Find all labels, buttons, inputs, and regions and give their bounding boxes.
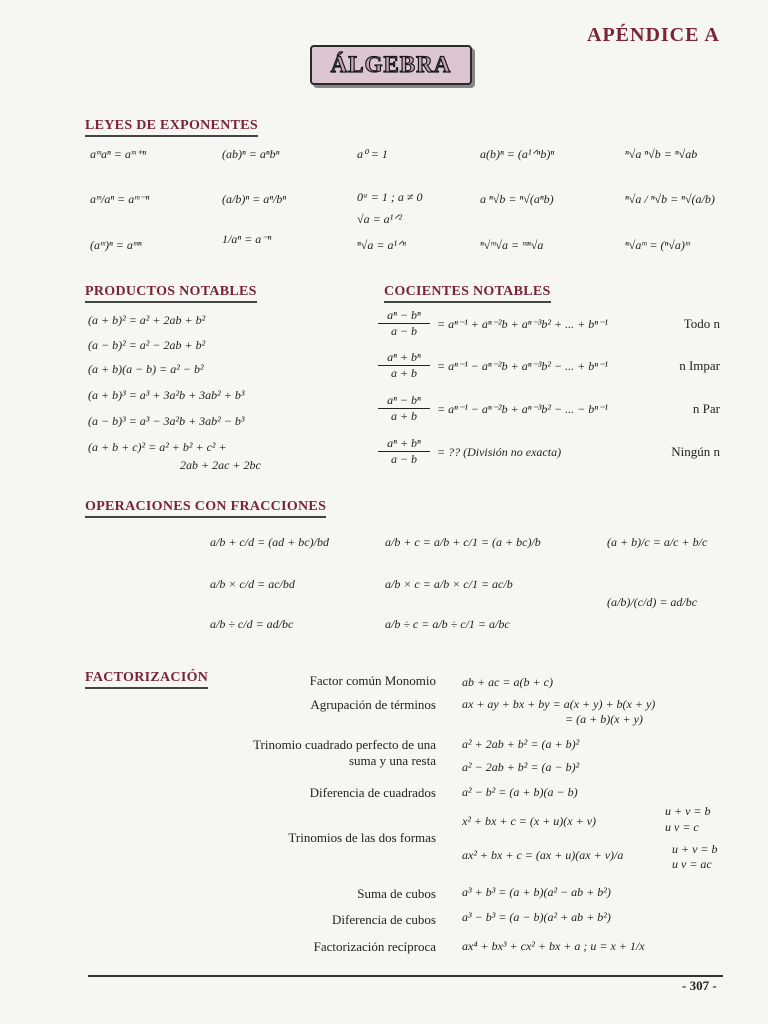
formula: (a − b)² = a² − 2ab + b²	[88, 338, 206, 352]
formula: ax² + bx + c = (ax + u)(ax + v)/a	[462, 848, 624, 862]
formula: (a/b)ⁿ = aⁿ/bⁿ	[222, 192, 287, 206]
formula: aᵐaⁿ = aᵐ⁺ⁿ	[90, 147, 146, 161]
footer-rule	[88, 975, 723, 977]
formula: ⁿ√a / ⁿ√b = ⁿ√(a/b)	[625, 192, 715, 206]
cociente-rhs: = aⁿ⁻¹ − aⁿ⁻²b + aⁿ⁻³b² − ... − bⁿ⁻¹	[437, 402, 608, 416]
formula: 0ᵃ = 1 ; a ≠ 0	[357, 190, 423, 204]
formula: (a + b)² = a² + 2ab + b²	[88, 313, 206, 327]
section-factorizacion: FACTORIZACIÓN	[85, 670, 208, 689]
formula: = (a + b)(x + y)	[565, 712, 643, 726]
formula: 1/aⁿ = a⁻ⁿ	[222, 232, 272, 246]
formula: (a + b)(a − b) = a² − b²	[88, 362, 204, 376]
formula: u v = ac	[672, 857, 712, 871]
cociente-numerator: aⁿ − bⁿ	[378, 393, 430, 409]
formula: u v = c	[665, 820, 699, 834]
formula: 2ab + 2ac + 2bc	[180, 458, 261, 472]
formula: u + v = b	[665, 804, 711, 818]
cociente-numerator: aⁿ − bⁿ	[378, 308, 430, 324]
section-leyes: LEYES DE EXPONENTES	[85, 118, 258, 137]
cociente-denominator: a + b	[390, 409, 418, 423]
formula: a(b)ⁿ = (a¹ᐟⁿb)ⁿ	[480, 147, 555, 161]
label: Diferencia de cubos	[332, 912, 436, 927]
label: Diferencia de cuadrados	[309, 785, 436, 800]
formula: (a + b + c)² = a² + b² + c² +	[88, 440, 227, 454]
page-title: ÁLGEBRA	[330, 52, 452, 77]
formula: ⁿ√aᵐ = (ⁿ√a)ᵐ	[625, 238, 690, 252]
label: Trinomios de las dos formas	[288, 830, 436, 845]
cociente-rhs: = aⁿ⁻¹ − aⁿ⁻²b + aⁿ⁻³b² − ... + bⁿ⁻¹	[437, 359, 608, 373]
label: suma y una resta	[348, 753, 436, 768]
label: Suma de cubos	[357, 886, 436, 901]
formula: x² + bx + c = (x + u)(x + v)	[462, 814, 597, 828]
cociente-fraction	[378, 436, 430, 467]
formula: (ab)ⁿ = aⁿbⁿ	[222, 147, 280, 161]
cociente-condition: n Par	[692, 401, 720, 416]
cociente-denominator: a + b	[390, 366, 418, 380]
formula: a/b ÷ c = a/b ÷ c/1 = a/bc	[385, 617, 510, 631]
formula: a⁰ = 1	[357, 147, 388, 161]
formula: (a + b)/c = a/c + b/c	[607, 535, 708, 549]
cociente-fraction	[378, 393, 430, 424]
formula: (aᵐ)ⁿ = aᵐⁿ	[90, 238, 142, 252]
formula: a/b + c/d = (ad + bc)/bd	[210, 535, 329, 549]
cociente-condition: Todo n	[683, 316, 720, 331]
cociente-rhs: = aⁿ⁻¹ + aⁿ⁻²b + aⁿ⁻³b² + ... + bⁿ⁻¹	[437, 317, 608, 331]
cociente-condition: Ningún n	[671, 444, 720, 459]
label: Agrupación de términos	[310, 697, 436, 712]
formula: (a − b)³ = a³ − 3a²b + 3ab² − b³	[88, 414, 245, 428]
formula: aᵐ/aⁿ = aᵐ⁻ⁿ	[90, 192, 150, 206]
formula: ax + ay + bx + by = a(x + y) + b(x + y)	[462, 697, 656, 711]
formula: u + v = b	[672, 842, 718, 856]
cociente-condition: n Impar	[679, 358, 720, 373]
formula: (a/b)/(c/d) = ad/bc	[607, 595, 698, 609]
section-productos: PRODUCTOS NOTABLES	[85, 284, 257, 303]
formula: a/b × c = a/b × c/1 = ac/b	[385, 577, 513, 591]
formula: (a + b)³ = a³ + 3a²b + 3ab² + b³	[88, 388, 245, 402]
formula: a² − b² = (a + b)(a − b)	[462, 785, 578, 799]
label: Trinomio cuadrado perfecto de una	[253, 737, 436, 752]
title-box	[310, 45, 472, 85]
formula: a² + 2ab + b² = (a + b)²	[462, 737, 580, 751]
cociente-fraction	[378, 308, 430, 339]
cociente-fraction	[378, 350, 430, 381]
page-number: - 307 -	[682, 978, 717, 993]
formula: ax⁴ + bx³ + cx² + bx + a ; u = x + 1/x	[462, 939, 645, 953]
formula: a² − 2ab + b² = (a − b)²	[462, 760, 580, 774]
formula: a³ − b³ = (a − b)(a² + ab + b²)	[462, 910, 611, 924]
formula: √a = a¹ᐟ²	[357, 212, 402, 226]
formula: ab + ac = a(b + c)	[462, 675, 553, 689]
section-fracciones: OPERACIONES CON FRACCIONES	[85, 499, 326, 518]
cociente-denominator: a − b	[390, 324, 418, 338]
cociente-numerator: aⁿ + bⁿ	[378, 436, 430, 452]
formula: ⁿ√ᵐ√a = ᵐⁿ√a	[480, 238, 544, 252]
formula: a/b + c = a/b + c/1 = (a + bc)/b	[385, 535, 541, 549]
formula: ⁿ√a = a¹ᐟⁿ	[357, 238, 406, 252]
formula: a ⁿ√b = ⁿ√(aⁿb)	[480, 192, 554, 206]
appendix-heading: APÉNDICE A	[587, 24, 720, 46]
formula: a³ + b³ = (a + b)(a² − ab + b²)	[462, 885, 611, 899]
formula: a/b × c/d = ac/bd	[210, 577, 295, 591]
formula: a/b ÷ c/d = ad/bc	[210, 617, 294, 631]
section-cocientes: COCIENTES NOTABLES	[384, 284, 551, 303]
formula: ⁿ√a ⁿ√b = ⁿ√ab	[625, 147, 698, 161]
label: Factor común Monomio	[309, 673, 436, 688]
cociente-rhs: = ?? (División no exacta)	[437, 445, 562, 459]
cociente-denominator: a − b	[390, 452, 418, 466]
cociente-numerator: aⁿ + bⁿ	[378, 350, 430, 366]
label: Factorización recíproca	[313, 939, 436, 954]
